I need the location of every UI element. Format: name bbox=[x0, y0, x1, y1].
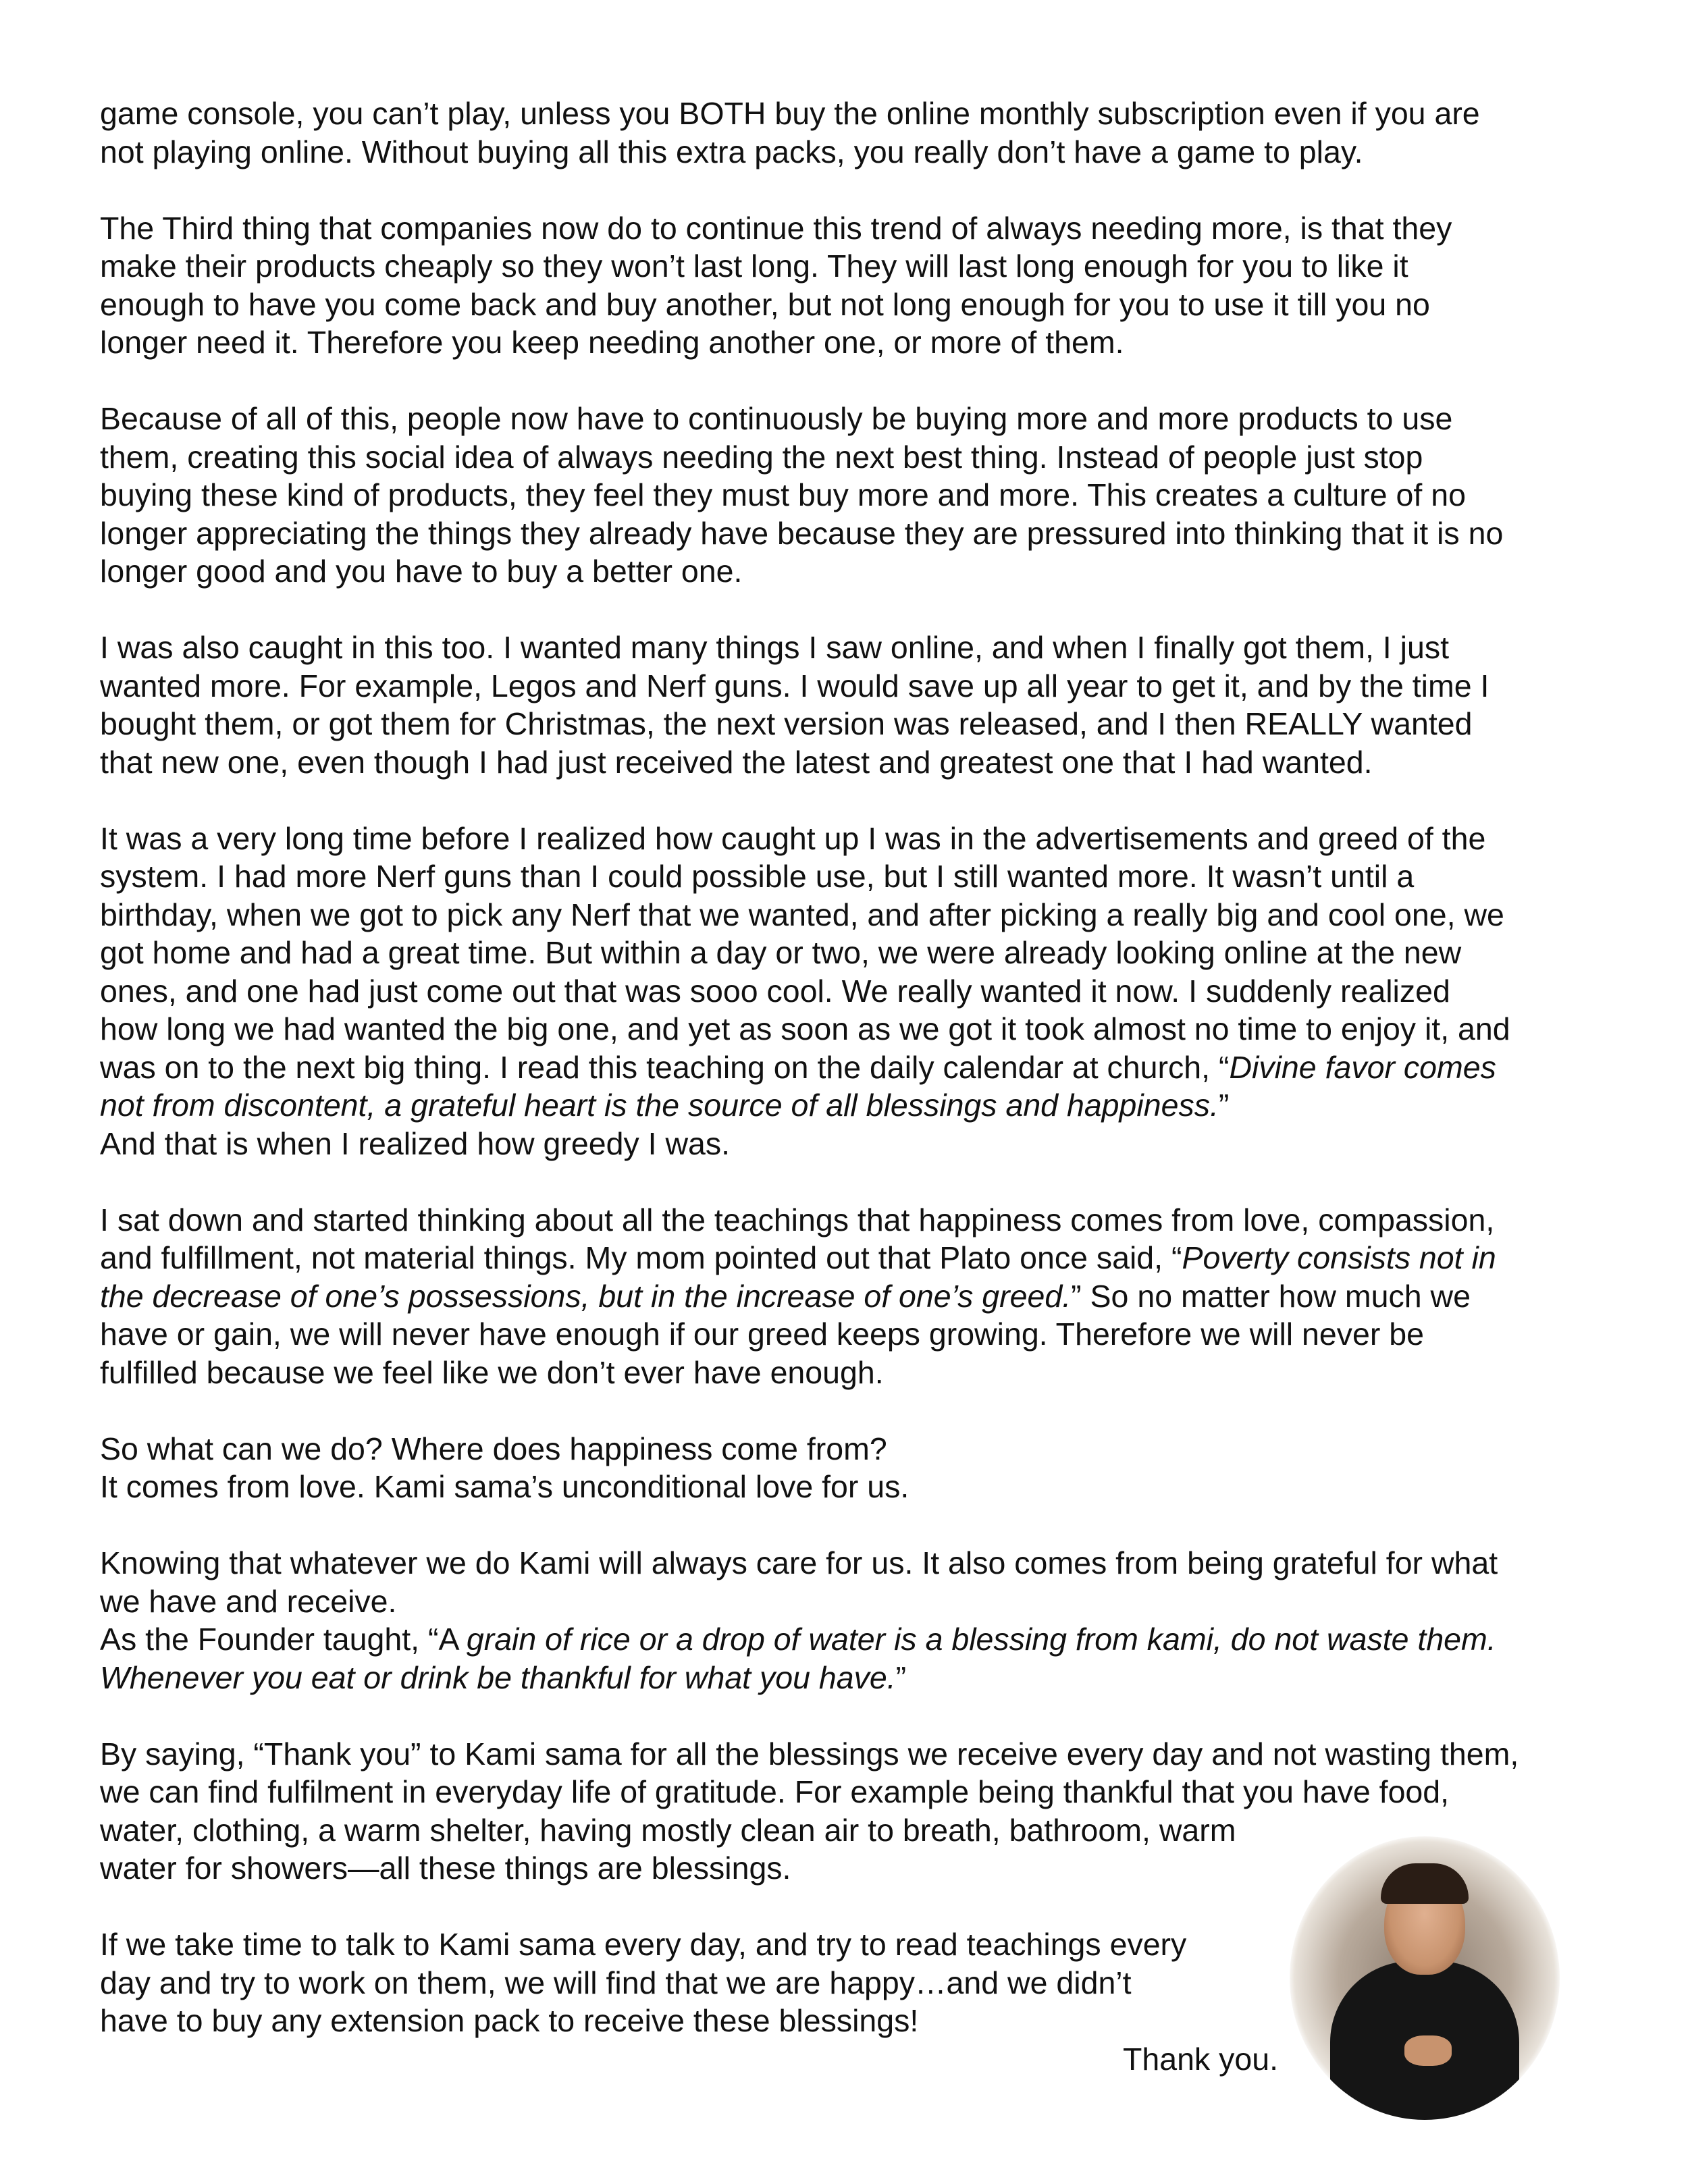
text-line: longer good and you have to buy a better one. bbox=[100, 554, 743, 589]
paragraph-closing bbox=[100, 1925, 1278, 2078]
quote-line bbox=[100, 1620, 1606, 1659]
text-line: them, creating this social idea of always needing the next best thing. Instead of people just stop bbox=[100, 439, 1423, 475]
text-line: enough to have you come back and buy another, but not long enough for you to use it till you no bbox=[100, 286, 1430, 322]
text-line: water, clothing, a warm shelter, having mostly clean air to breath, bathroom, warm bbox=[100, 1812, 1236, 1848]
teaching-quote: not from discontent, a grateful heart is the source of all blessings and happiness. bbox=[100, 1088, 1219, 1123]
text-line: birthday, when we got to pick any Nerf that we wanted, and after picking a really big and cool one, we bbox=[100, 897, 1504, 932]
text-span: was on to the next big thing. I read this teaching on the daily calendar at church, “ bbox=[100, 1049, 1230, 1085]
text-line: longer need it. Therefore you keep needing another one, or more of them. bbox=[100, 325, 1124, 360]
text-line: It was a very long time before I realized how caught up I was in the advertisements and greed of the bbox=[100, 820, 1486, 856]
quote-line bbox=[100, 1659, 1606, 1697]
plato-quote: the decrease of one’s possessions, but in the increase of one’s greed. bbox=[100, 1278, 1072, 1314]
text-line: ones, and one had just come out that was sooo cool. We really wanted it now. I suddenly realized bbox=[100, 973, 1450, 1009]
text-line: longer appreciating the things they already have because they are pressured into thinking that it is no bbox=[100, 515, 1504, 551]
paragraph-console bbox=[100, 95, 1606, 171]
letter-page bbox=[100, 95, 1606, 2078]
paragraph-long-time bbox=[100, 820, 1606, 1163]
text-line: It comes from love. Kami sama’s unconditional love for us. bbox=[100, 1469, 909, 1504]
text-line: fulfilled because we feel like we don’t ever have enough. bbox=[100, 1354, 884, 1390]
text-span: ” So no matter how much we bbox=[1071, 1278, 1471, 1314]
text-span: As the Founder taught, “A bbox=[100, 1622, 467, 1657]
text-line: how long we had wanted the big one, and yet as soon as we got it took almost no time to enjoy it, and bbox=[100, 1011, 1510, 1046]
text-line: I sat down and started thinking about all the teachings that happiness comes from love, compassion, bbox=[100, 1202, 1495, 1237]
text-line: Knowing that whatever we do Kami will always care for us. It also comes from being grateful for what bbox=[100, 1545, 1498, 1580]
text-line: day and try to work on them, we will find that we are happy…and we didn’t bbox=[100, 1965, 1132, 2000]
text-span: ” bbox=[1218, 1088, 1230, 1123]
text-line: have to buy any extension pack to receive these blessings! bbox=[100, 2003, 919, 2038]
teaching-quote: Divine favor comes bbox=[1229, 1049, 1496, 1085]
text-line: Because of all of this, people now have to continuously be buying more and more products to use bbox=[100, 401, 1453, 436]
text-line: system. I had more Nerf guns than I could possible use, but I still wanted more. It wasn’t until a bbox=[100, 859, 1415, 894]
paragraph-third-thing bbox=[100, 209, 1606, 362]
paragraph-caught bbox=[100, 629, 1606, 781]
signoff: Thank you. bbox=[1122, 2041, 1278, 2077]
text-line: make their products cheaply so they won’t last long. They will last long enough for you to like it bbox=[100, 248, 1408, 284]
text-line: If we take time to talk to Kami sama every day, and try to read teachings every bbox=[100, 1927, 1187, 1962]
text-line: wanted more. For example, Legos and Nerf guns. I would save up all year to get it, and by the time I bbox=[100, 668, 1489, 703]
paragraph-plato bbox=[100, 1201, 1606, 1392]
text-line: water for showers—all these things are blessings. bbox=[100, 1850, 791, 1886]
text-line: I was also caught in this too. I wanted many things I saw online, and when I finally got them, I just bbox=[100, 630, 1450, 665]
plato-quote: Poverty consists not in bbox=[1182, 1240, 1496, 1275]
text-line: The Third thing that companies now do to continue this trend of always needing more, is that they bbox=[100, 210, 1452, 246]
quote-line bbox=[100, 1086, 1606, 1125]
text-span: and fulfillment, not material things. My mom pointed out that Plato once said, “ bbox=[100, 1240, 1182, 1275]
text-line: that new one, even though I had just received the latest and greatest one that I had wanted. bbox=[100, 744, 1373, 780]
author-photo bbox=[1290, 1836, 1560, 2120]
text-line: bought them, or got them for Christmas, the next version was released, and I then REALLY wanted bbox=[100, 706, 1473, 741]
text-line: buying these kind of products, they feel they must buy more and more. This creates a culture of no bbox=[100, 477, 1466, 512]
founder-quote: Whenever you eat or drink be thankful for what you have. bbox=[100, 1659, 896, 1695]
author-photo-hair bbox=[1381, 1863, 1469, 1904]
text-span: ” bbox=[895, 1659, 907, 1695]
text-line: not playing online. Without buying all this extra packs, you really don’t have a game to play. bbox=[100, 134, 1363, 169]
quote-line bbox=[100, 1048, 1606, 1087]
author-photo-hands bbox=[1404, 2035, 1452, 2066]
quote-line bbox=[100, 1239, 1606, 1277]
text-line: we have and receive. bbox=[100, 1583, 397, 1619]
text-line: have or gain, we will never have enough if our greed keeps growing. Therefore we will never be bbox=[100, 1316, 1425, 1352]
paragraph-what-can-we-do bbox=[100, 1430, 1606, 1506]
text-line: game console, you can’t play, unless you BOTH buy the online monthly subscription even if you are bbox=[100, 96, 1480, 131]
quote-line bbox=[100, 1277, 1606, 1316]
paragraph-because bbox=[100, 400, 1606, 591]
text-line: By saying, “Thank you” to Kami sama for all the blessings we receive every day and not wasting them, bbox=[100, 1736, 1519, 1772]
text-line: got home and had a great time. But within a day or two, we were already looking online at the new bbox=[100, 935, 1462, 970]
text-line: So what can we do? Where does happiness come from? bbox=[100, 1431, 887, 1466]
text-line: we can find fulfilment in everyday life of gratitude. For example being thankful that you have food, bbox=[100, 1774, 1450, 1809]
text-line: And that is when I realized how greedy I was. bbox=[100, 1125, 731, 1161]
founder-quote: grain of rice or a drop of water is a blessing from kami, do not waste them. bbox=[466, 1622, 1496, 1657]
paragraph-founder bbox=[100, 1544, 1606, 1697]
